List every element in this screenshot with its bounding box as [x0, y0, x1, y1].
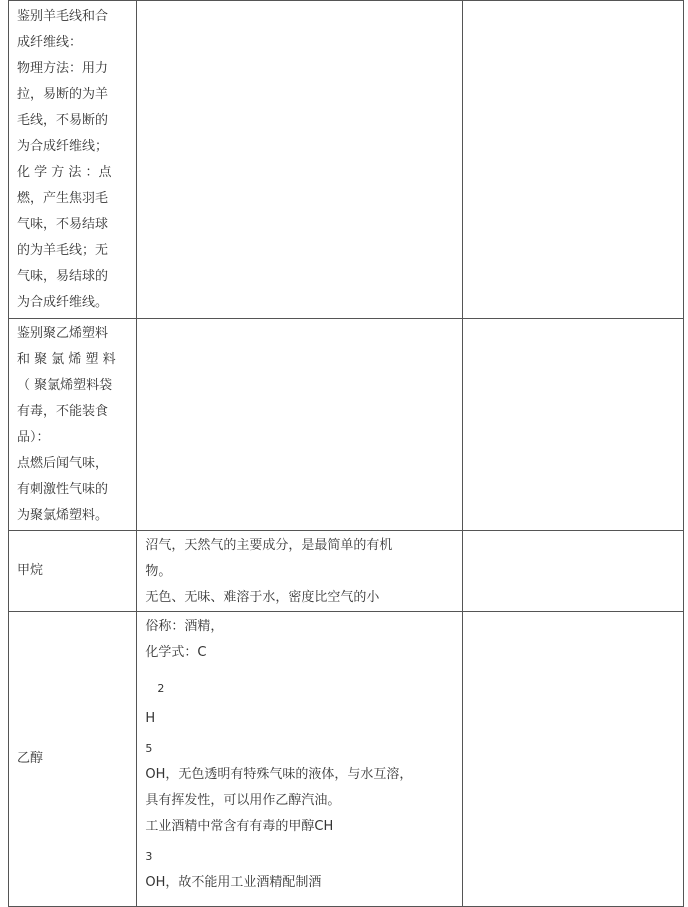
table-row [9, 1, 684, 319]
row-description [137, 531, 463, 612]
text-line: 有刺激性气味的 [17, 482, 109, 497]
text-line: 化 学 方 法 ：点 [17, 165, 112, 180]
text-line: 品）： [17, 430, 50, 445]
table-row [9, 319, 684, 531]
text-line: H [145, 711, 156, 726]
text-line: 工业酒精中常含有有毒的甲醇CH [145, 819, 334, 834]
table-row [9, 531, 684, 612]
text-line: 具有挥发性，可以用作乙醇汽油。 [145, 793, 341, 808]
text-line: 沼气，天然气的主要成分，是最简单的有机 [145, 538, 393, 553]
text-line: 为合成纤维线。 [17, 295, 109, 310]
empty-cell [463, 612, 684, 907]
text-line: 气味，易结球的 [17, 269, 109, 284]
text-line: 和 聚 氯 烯 塑 料 [17, 352, 116, 367]
row-label: 乙醇 [9, 612, 137, 907]
text-line: 鉴别羊毛线和合 [17, 9, 109, 24]
empty-cell [137, 319, 463, 531]
row-label [9, 319, 137, 531]
text-line: 燃，产生焦羽毛 [17, 191, 109, 206]
subscript-digit: 2 [157, 682, 165, 695]
text-line: 为聚氯烯塑料。 [17, 508, 109, 523]
text-line: 无色、无味、难溶于水，密度比空气的小 [145, 590, 380, 605]
chemistry-table [8, 0, 684, 907]
empty-cell [137, 1, 463, 319]
text-line: 鉴别聚乙烯塑料 [17, 326, 109, 341]
empty-cell [463, 319, 684, 531]
subscript-digit: 5 [145, 742, 153, 755]
text-line: OH，无色透明有特殊气味的液体，与水互溶， [145, 767, 413, 782]
text-line: 化学式：C [145, 645, 207, 660]
text-line: 气味，不易结球 [17, 217, 109, 232]
text-line: 成纤维线： [17, 35, 83, 50]
text-line: 物。 [145, 564, 172, 579]
empty-cell [463, 1, 684, 319]
text-line: 俗称：酒精， [145, 619, 224, 634]
text-line: 毛线，不易断的 [17, 113, 109, 128]
subscript-digit: 3 [145, 850, 153, 863]
text-line: 点燃后闻气味， [17, 456, 109, 471]
row-label [9, 1, 137, 319]
text-line: 有毒，不能装食 [17, 404, 109, 419]
text-line: 拉，易断的为羊 [17, 87, 109, 102]
row-description [137, 612, 463, 907]
text-line: 的为羊毛线；无 [17, 243, 109, 258]
row-label: 甲烷 [9, 531, 137, 612]
text-line: 为合成纤维线； [17, 139, 109, 154]
text-line: OH，故不能用工业酒精配制酒 [145, 875, 322, 890]
text-line: 物理方法：用力 [17, 61, 109, 76]
text-line: （ 聚氯烯塑料袋 [17, 378, 113, 393]
empty-cell [463, 531, 684, 612]
table-row [9, 612, 684, 907]
